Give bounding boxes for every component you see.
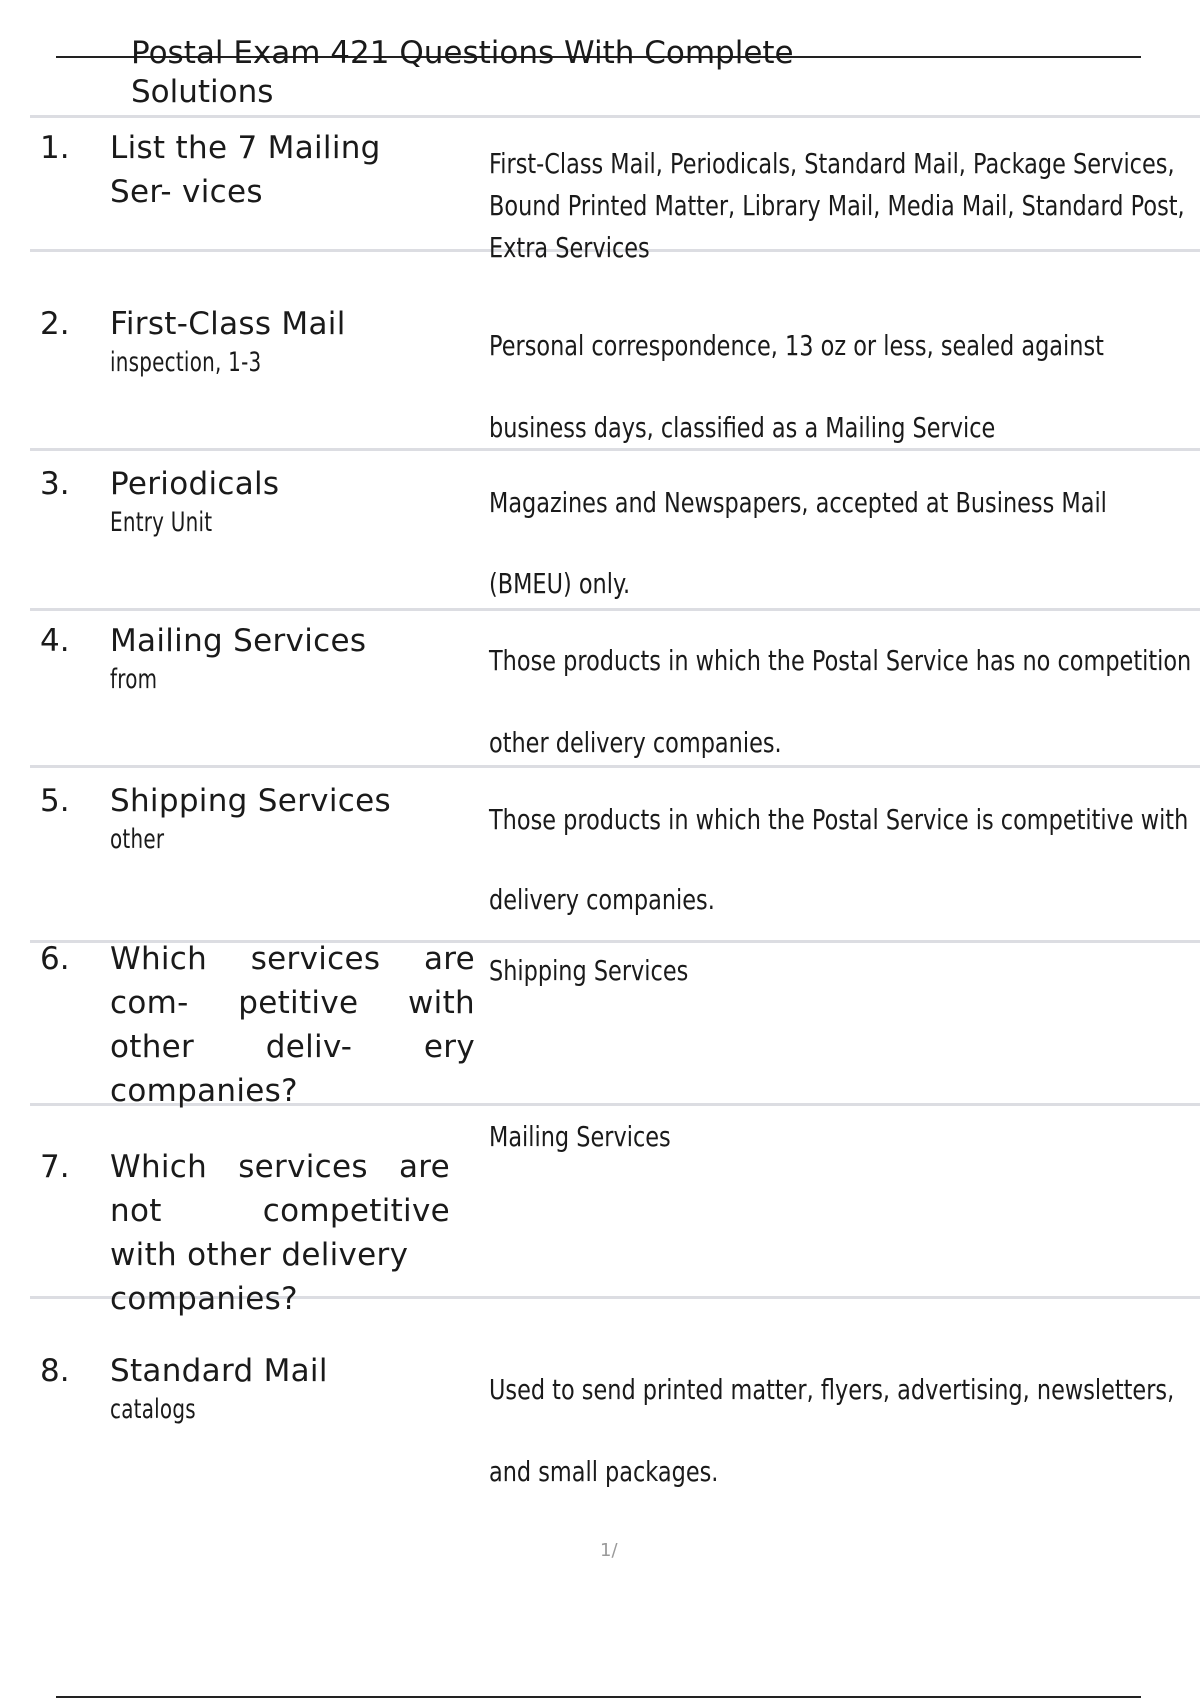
item-number: 5. (40, 783, 70, 819)
term-line: not competitive (110, 1193, 450, 1229)
term-line: with other delivery (110, 1237, 409, 1273)
bottom-rule (56, 1696, 1141, 1698)
term-line: Periodicals (110, 466, 280, 502)
definition-line: Used to send printed matter, flyers, advertising, newsletters, (489, 1373, 1175, 1406)
item-term (110, 302, 475, 380)
term-continuation: other (110, 824, 165, 855)
item-definition (489, 780, 1199, 940)
item-number: 8. (40, 1353, 70, 1389)
term-continuation: Entry Unit (110, 507, 213, 538)
item-term (110, 462, 475, 540)
definition-line: Magazines and Newspapers, accepted at Business Mail (489, 486, 1107, 519)
term-continuation: inspection, 1-3 (110, 347, 262, 378)
definition-line: business days, classified as a Mailing Service (489, 411, 996, 444)
title-line-1: Postal Exam 421 Questions With Complete (131, 35, 794, 71)
row-separator (30, 115, 1200, 118)
item-definition (489, 305, 1199, 469)
item-definition (489, 620, 1199, 784)
item-number: 4. (40, 623, 70, 659)
item-term (110, 126, 475, 214)
definition-line: Bound Printed Matter, Library Mail, Media Mail, Standard Post, (489, 189, 1185, 222)
item-definition (489, 1349, 1199, 1513)
item-number: 3. (40, 466, 70, 502)
definition-line: and small packages. (489, 1455, 719, 1488)
definition-line: (BMEU) only. (489, 567, 631, 600)
page-number: 1/ (600, 1540, 618, 1561)
term-line: companies? (110, 1073, 298, 1109)
definition-line: Those products in which the Postal Service is competitive with (489, 803, 1189, 836)
definition-line: First-Class Mail, Periodicals, Standard Mail, Package Services, (489, 147, 1175, 180)
term-line: com- petitive with (110, 985, 475, 1021)
term-line: Which services are (110, 1149, 450, 1185)
term-line: First-Class Mail (110, 306, 346, 342)
term-line: companies? (110, 1281, 298, 1317)
item-term (110, 779, 475, 857)
term-continuation: catalogs (110, 1394, 196, 1425)
definition-line: Extra Services (489, 231, 650, 264)
definition-line: Shipping Services (489, 954, 689, 987)
item-definition (489, 462, 1199, 624)
item-number: 1. (40, 130, 70, 166)
term-line: Shipping Services (110, 783, 391, 819)
item-number: 7. (40, 1149, 70, 1185)
item-term (110, 937, 475, 1113)
item-number: 6. (40, 941, 70, 977)
title-line-2: Solutions (131, 74, 274, 110)
term-line: Mailing Services (110, 623, 367, 659)
term-continuation: from (110, 664, 158, 695)
item-definition (489, 950, 1199, 992)
definition-line: Mailing Services (489, 1120, 671, 1153)
item-definition (489, 1116, 1199, 1158)
term-line: other deliv- ery (110, 1029, 475, 1065)
item-term (110, 1349, 475, 1427)
item-number: 2. (40, 306, 70, 342)
item-definition (489, 143, 1199, 269)
term-line: Ser- vices (110, 174, 263, 210)
term-line: Standard Mail (110, 1353, 328, 1389)
definition-line: other delivery companies. (489, 726, 782, 759)
term-line: List the 7 Mailing (110, 130, 381, 166)
document-title (131, 34, 931, 112)
definition-line: Those products in which the Postal Service has no competition (489, 644, 1192, 677)
definition-line: delivery companies. (489, 883, 715, 916)
term-line: Which services are (110, 941, 475, 977)
definition-line: Personal correspondence, 13 oz or less, sealed against (489, 329, 1104, 362)
item-term (110, 1145, 450, 1321)
item-term (110, 619, 475, 697)
